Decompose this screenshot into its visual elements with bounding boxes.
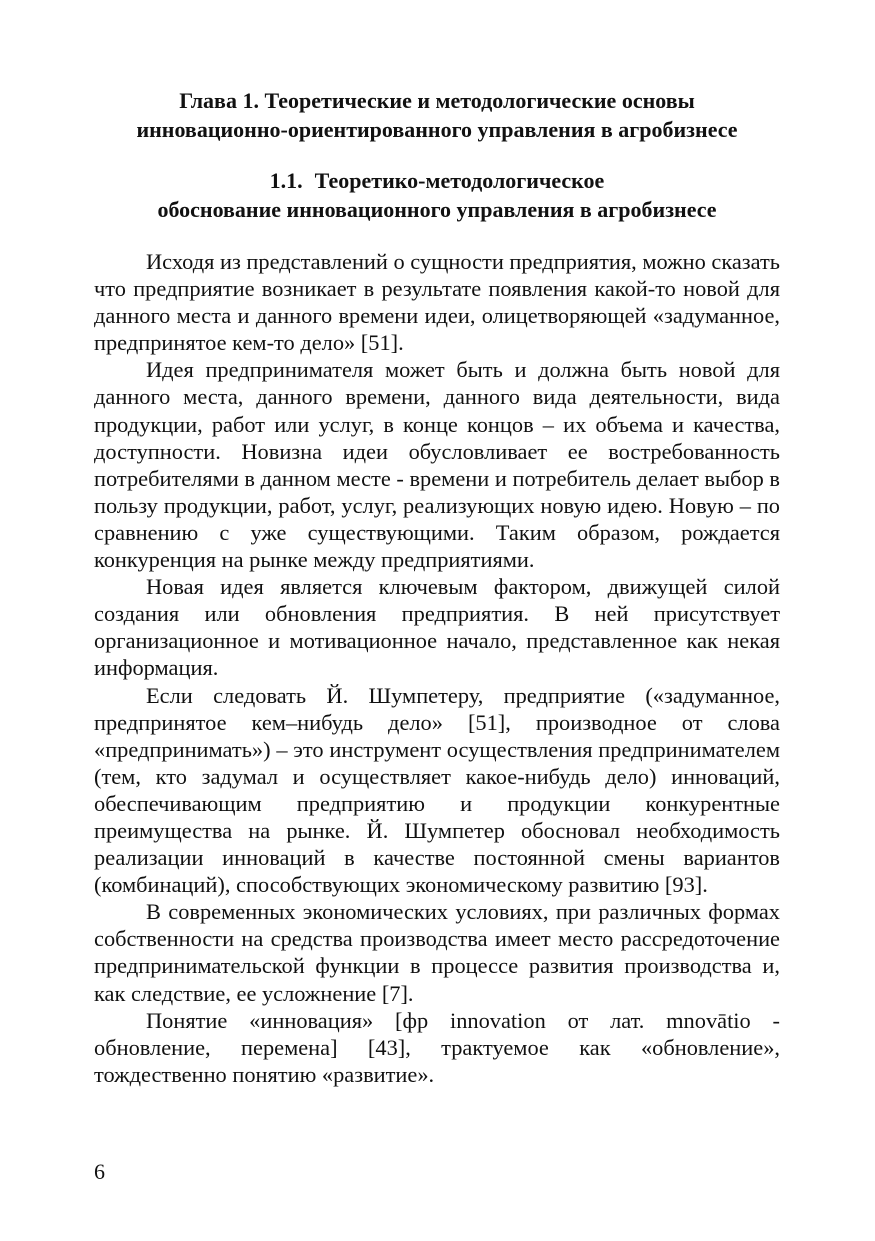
chapter-title-line-2: инновационно-ориентированного управления в агробизнесе — [136, 117, 738, 142]
chapter-title — [94, 86, 780, 144]
section-number: 1.1. — [269, 168, 303, 193]
section-title-line-2: обоснование инновационного управления в агробизнесе — [157, 197, 717, 222]
page-number: 6 — [94, 1159, 105, 1184]
paragraph-6: Понятие «инновация» [фр innovation от лат. mnovātio - обновление, перемена] [43], трактуемое как «обновление», тождественно понятию «развитие». — [94, 1007, 780, 1087]
paragraph-5: В современных экономических условиях, при различных формах собственности на средства производства имеет место рассредоточение предпринимательской функции в процессе развития производства и, как следствие, ее усложнение [7]. — [94, 899, 780, 1006]
paragraph-3: Новая идея является ключевым фактором, движущей силой создания или обновления предприятия. В ней присутствует организационное и мотивационное начало, представленное как некая информация. — [94, 574, 780, 681]
paragraph-2: Идея предпринимателя может быть и должна быть новой для данного места, данного времени, данного вида деятельности, вида продукции, работ или услуг, в конце концов – их объема и качества, доступности. Новизна идеи обусловливает ее востребованность потребителями в данном месте - времени и потребитель делает выбор в пользу продукции, работ, услуг, реализующих новую идею. Новую – по сравнению с уже существующими. Таким образом, рождается конкуренция на рынке между предприятиями. — [94, 357, 780, 573]
body-text — [94, 248, 780, 1088]
section-title-line-1: Теоретико-методологическое — [314, 168, 605, 193]
section-title — [94, 166, 780, 224]
paragraph-1: Исходя из представлений о сущности предприятия, можно сказать что предприятие возникает в результате появления какой-то новой для данного места и данного времени идеи, олицетворяющей «задуманное, предпринятое кем-то дело» [51]. — [94, 249, 781, 356]
paragraph-4: Если следовать Й. Шумпетеру, предприятие («задуманное, предпринятое кем–нибудь дело» [51], производное от слова «предпринимать») – это инструмент осуществления предпринимателем (тем, кто задумал и осуществляет какое-нибудь дело) инноваций, обеспечивающим предприятию и продукции конкурентные преимущества на рынке. Й. Шумпетер обосновал необходимость реализации инноваций в качестве постоянной смены вариантов (комбинаций), способствующих экономическому развитию [93]. — [94, 682, 780, 898]
chapter-title-line-1: Глава 1. Теоретические и методологические основы — [179, 88, 695, 113]
